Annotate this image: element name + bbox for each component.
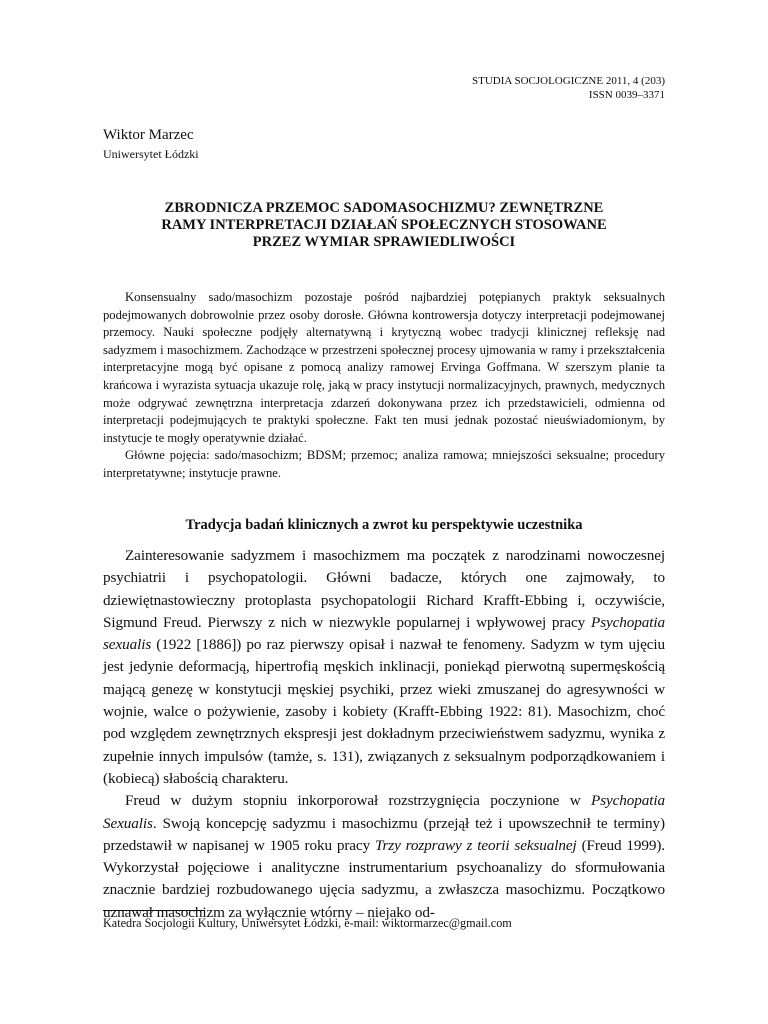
body-text xyxy=(103,545,665,924)
footnote-divider xyxy=(103,910,205,911)
abstract-text: Konsensualny sado/masochizm pozostaje pośród najbardziej potępianych praktyk seksualnych podejmowanych dobrowolnie przez osoby dorosłe. Główna kontrowersja dotyczy interpretacji podejmowanej przemocy. Nauki społeczne podjęły alternatywną i krytyczną wobec tradycji klinicznej refleksję nad sadyzmem i masochizmem. Zachodzące w przestrzeni społecznej procesy ujmowania w ramy i przekształcenia interpretacyjne mogą być opisane z pomocą analizy ramowej Ervinga Goffmana. W szerszym planie ta krańcowa i wyrazista sytuacja ukazuje rolę, jaką w pracy instytucji normalizacyjnych, prawnych, medycznych może odgrywać zewnętrzna interpretacja zdarzeń dokonywana przez ich przedstawicieli, odmienna od interpretacji podejmujących te praktyki społeczne. Fakt ten musi jednak pozostać nieuświadomionym, by instytucje te mogły operatywnie działać. xyxy=(103,290,665,445)
journal-citation: STUDIA SOCJOLOGICZNE 2011, 4 (203) xyxy=(471,75,665,87)
author-affiliation: Uniwersytet Łódzki xyxy=(103,147,199,161)
abstract-keywords: Główne pojęcia: sado/masochizm; BDSM; przemoc; analiza ramowa; mniejszości seksualne; procedury interpretatywne; instytucje prawne. xyxy=(103,448,665,480)
author-name: Wiktor Marzec xyxy=(103,127,194,143)
italic-title: Psychopatia Sexualis xyxy=(103,792,665,832)
journal-issn: ISSN 0039–3371 xyxy=(588,89,665,101)
body-paragraph xyxy=(103,545,665,790)
footnote: Katedra Socjologii Kultury, Uniwersytet Łódzki, e-mail: wiktormarzec@gmail.com xyxy=(103,916,512,930)
section-heading: Tradycja badań klinicznych a zwrot ku perspektywie uczestnika xyxy=(185,517,583,533)
body-paragraph xyxy=(103,790,665,924)
text-run: (1922 [1886]) po raz pierwszy opisał i nazwał te fenomeny. Sadyzm w tym ujęciu jest jedynie deformacją, hipertrofią męskich inklinacji, poniekąd pierwotną supermęskością mającą genezę w konstytucji męskiej psychiki, przez wieki zmuszanej do agresywności w wojnie, walce o pożywienie, zasoby i kobiety (Krafft-Ebbing 1922: 81). Masochizm, choć pod względem zewnętrznych ekspresji jest dokładnym przeciwieństwem sadyzmu, wynika z zupełnie innych impulsów (tamże, s. 131), związanych z seksualnym podporządkowaniem i (kobiecą) słabością charakteru. xyxy=(103,636,665,787)
abstract xyxy=(103,289,665,483)
text-run: . Swoją koncepcję sadyzmu i masochizmu (przejął też i upowszechnił te terminy) przedstawił w napisanej w 1905 roku pracy xyxy=(103,814,665,854)
title-line: RAMY INTERPRETACJI DZIAŁAŃ SPOŁECZNYCH STOSOWANE xyxy=(161,217,607,233)
journal-header xyxy=(472,74,665,102)
italic-title: Trzy rozprawy z teorii seksualnej xyxy=(374,836,577,854)
text-run: Zainteresowanie sadyzmem i masochizmem ma początek z narodzinami nowoczesnej psychiatrii i psychopatologii. Główni badacze, których one zajmowały, to dziewiętnastowieczny protoplasta psychopatologii Richard Krafft-Ebbing i, oczywiście, Sigmund Freud. Pierwszy z nich w niezwykle popularnej i wpływowej pracy xyxy=(103,547,665,631)
text-run: (Freud 1999). Wykorzystał pojęciowe i analityczne instrumentarium psychoanalizy do sformułowania znacznie bardziej rozbudowanego ujęcia sadyzmu, a zwłaszcza masochizmu. Początkowo uznawał masochizm za wyłącznie wtórny – niejako od- xyxy=(103,836,665,921)
text-run: Freud w dużym stopniu inkorporował rozstrzygnięcia poczynione w xyxy=(125,792,592,810)
article-title xyxy=(103,200,665,251)
italic-title: Psychopatia sexualis xyxy=(103,613,665,654)
title-line: PRZEZ WYMIAR SPRAWIEDLIWOŚCI xyxy=(252,234,516,250)
title-line: ZBRODNICZA PRZEMOC SADOMASOCHIZMU? ZEWNĘTRZNE xyxy=(164,200,604,216)
